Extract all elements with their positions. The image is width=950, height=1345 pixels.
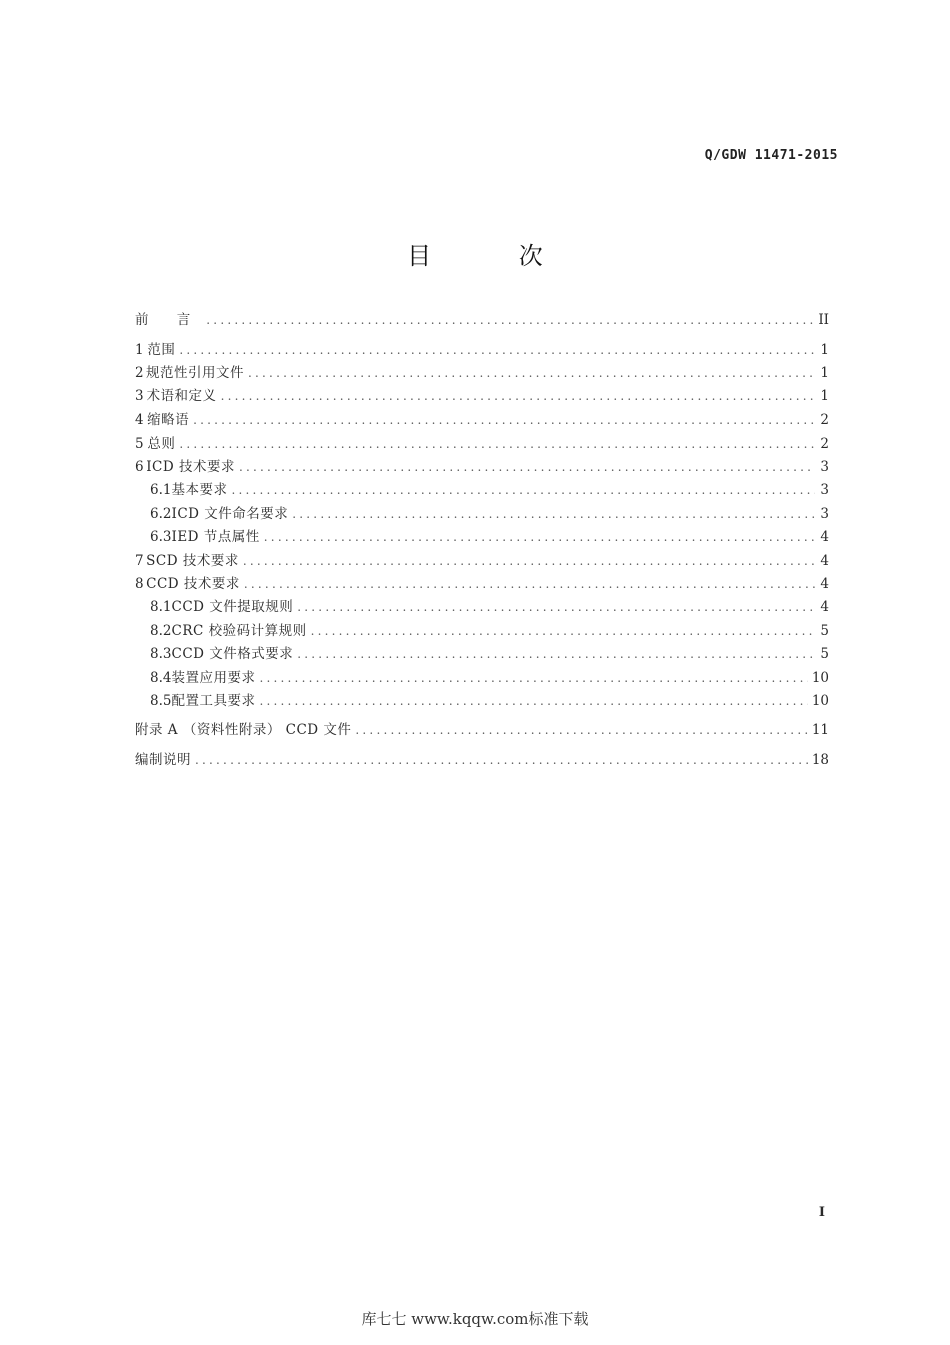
- dot-leader: [297, 597, 815, 617]
- toc-entry-8-5[interactable]: [150, 691, 829, 711]
- toc-entry-3[interactable]: [135, 386, 829, 406]
- toc-entry-8-1[interactable]: [150, 597, 829, 617]
- toc-entry-page: 4: [820, 599, 829, 615]
- toc-entry-label: 缩略语: [147, 412, 190, 428]
- toc-entry-page: II: [818, 312, 829, 328]
- toc-entry-page: 2: [820, 412, 829, 428]
- toc-entry-number: 8: [135, 576, 144, 592]
- toc-entry-7[interactable]: [135, 551, 829, 571]
- toc-entry-page: 1: [820, 342, 829, 358]
- toc-entry-number: 3: [135, 388, 144, 404]
- dot-leader: [259, 691, 807, 711]
- dot-leader: [355, 720, 807, 740]
- toc-entry-5[interactable]: [135, 434, 829, 454]
- toc-entry-6-3[interactable]: [150, 527, 829, 547]
- toc-entry-page: 3: [820, 506, 829, 522]
- toc-entry-label: ICD 文件命名要求: [171, 506, 289, 522]
- toc-entry-number: 4: [135, 412, 144, 428]
- toc-entry-label: 配置工具要求: [171, 693, 256, 709]
- toc-entry-number: 6.2: [150, 506, 172, 522]
- toc-entry-2[interactable]: [135, 363, 829, 383]
- dot-leader: [292, 504, 815, 524]
- dot-leader: [244, 574, 815, 594]
- dot-leader: [231, 480, 815, 500]
- toc-entry-6-1[interactable]: [150, 480, 829, 500]
- dot-leader: [195, 750, 808, 770]
- toc-entry-page: 5: [820, 646, 829, 662]
- toc-entry-preface[interactable]: [135, 310, 829, 330]
- toc-entry-label: 基本要求: [171, 482, 228, 498]
- toc-entry-label: 编制说明: [135, 752, 191, 768]
- dot-leader: [221, 386, 815, 406]
- toc-entry-label: 术语和定义: [146, 388, 217, 404]
- toc-entry-label: IED 节点属性: [171, 529, 260, 545]
- dot-leader: [193, 410, 815, 430]
- dot-leader: [239, 457, 815, 477]
- toc-entry-label: CCD 技术要求: [146, 576, 240, 592]
- toc-entry-page: 5: [820, 623, 829, 639]
- toc-entry-page: 3: [820, 459, 829, 475]
- toc-entry-page: 18: [811, 752, 829, 768]
- toc-entry-6-2[interactable]: [150, 504, 829, 524]
- footer-watermark: 库七七 www.kqqw.com标准下载: [361, 1310, 589, 1328]
- dot-leader: [206, 310, 814, 330]
- page-title: 目 次: [407, 242, 583, 270]
- toc-entry-label: CCD 文件提取规则: [171, 599, 294, 615]
- toc-entry-number: 6.1: [150, 482, 172, 498]
- toc-entry-number: 8.1: [150, 599, 172, 615]
- toc-entry-number: 8.4: [150, 670, 172, 686]
- dot-leader: [179, 434, 815, 454]
- toc-entry-page: 11: [811, 722, 829, 738]
- toc-entry-page: 4: [820, 529, 829, 545]
- dot-leader: [179, 340, 815, 360]
- dot-leader: [264, 527, 815, 547]
- toc-entry-6[interactable]: [135, 457, 829, 477]
- toc-entry-page: 1: [820, 388, 829, 404]
- dot-leader: [311, 621, 815, 641]
- toc-entry-label: 附录 A （资料性附录） CCD 文件: [135, 722, 352, 738]
- toc-entry-label: CCD 文件格式要求: [171, 646, 294, 662]
- document-code: Q/GDW 11471-2015: [704, 148, 838, 163]
- toc-entry-page: 1: [820, 365, 829, 381]
- toc-entry-8-4[interactable]: [150, 668, 829, 688]
- toc-entry-explanation[interactable]: [135, 750, 829, 770]
- toc-entry-label: 规范性引用文件: [146, 365, 245, 381]
- toc-entry-number: 8.5: [150, 693, 172, 709]
- toc-entry-page: 4: [820, 553, 829, 569]
- toc-entry-number: 8.2: [150, 623, 172, 639]
- toc-entry-number: 6.3: [150, 529, 172, 545]
- toc-entry-8-3[interactable]: [150, 644, 829, 664]
- toc-entry-number: 1: [135, 342, 144, 358]
- dot-leader: [243, 551, 815, 571]
- toc-entry-4[interactable]: [135, 410, 829, 430]
- toc-entry-appendix-a[interactable]: [135, 720, 829, 740]
- toc-entry-label: SCD 技术要求: [146, 553, 239, 569]
- toc-entry-label: 装置应用要求: [171, 670, 256, 686]
- toc-entry-label: 前 言: [135, 312, 203, 328]
- toc-entry-number: 7: [135, 553, 144, 569]
- toc-entry-number: 8.3: [150, 646, 172, 662]
- toc-entry-label: ICD 技术要求: [146, 459, 235, 475]
- toc-entry-8-2[interactable]: [150, 621, 829, 641]
- toc-entry-page: 4: [820, 576, 829, 592]
- toc-entry-page: 10: [811, 693, 829, 709]
- toc-entry-label: 范围: [147, 342, 176, 358]
- toc-entry-label: 总则: [147, 436, 176, 452]
- dot-leader: [297, 644, 815, 664]
- dot-leader: [248, 363, 815, 383]
- toc-entry-page: 2: [820, 436, 829, 452]
- toc-entry-number: 5: [135, 436, 144, 452]
- toc-entry-8[interactable]: [135, 574, 829, 594]
- toc-entry-number: 2: [135, 365, 144, 381]
- toc-entry-page: 10: [811, 670, 829, 686]
- toc-entry-label: CRC 校验码计算规则: [171, 623, 307, 639]
- toc-entry-page: 3: [820, 482, 829, 498]
- toc-entry-1[interactable]: [135, 340, 829, 360]
- toc-entry-number: 6: [135, 459, 144, 475]
- dot-leader: [259, 668, 807, 688]
- page-number: I: [818, 1205, 825, 1220]
